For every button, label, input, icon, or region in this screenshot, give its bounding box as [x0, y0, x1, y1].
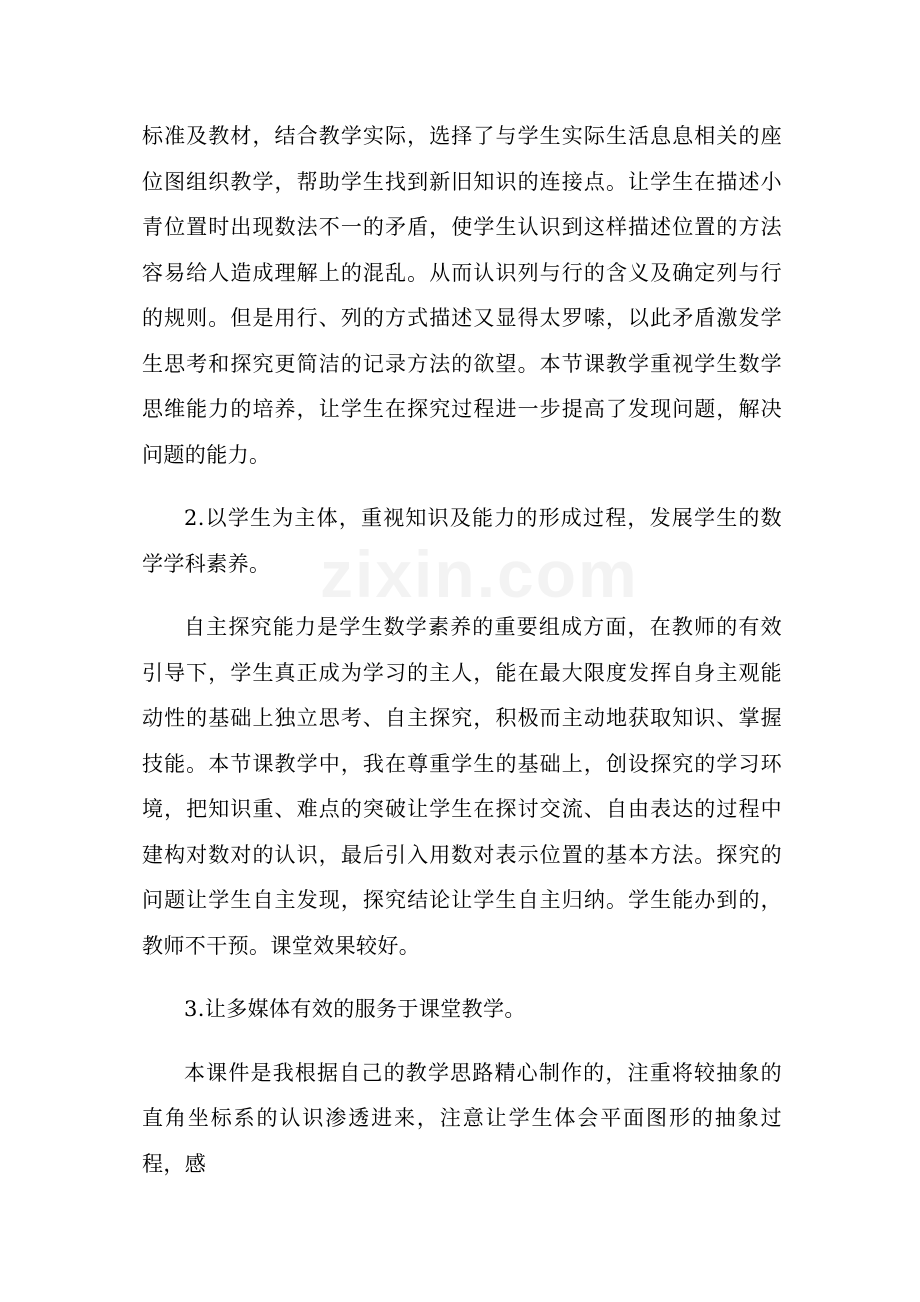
section-heading-3: 3.让多媒体有效的服务于课堂教学。: [184, 997, 526, 1021]
paragraph-gap: [142, 478, 782, 496]
paragraph-gap: [142, 1033, 782, 1051]
paragraph-self-exploration: 自主探究能力是学生数学素养的重要组成方面，在教师的有效引导下，学生真正成为学习的主人，能在最大限度发挥自身主观能动性的基础上独立思考、自主探究，积极而主动地获取知识、掌握技能。本节课教学中，我在尊重学生的基础上，创设探究的学习环境，把知识重、难点的突破让学生在探讨交流、自由表达的过程中建构对数对的认识，最后引入用数对表示位置的基本方法。探究的问题让学生自主发现，探究结论让学生自主归纳。学生能办到的，教师不干预。课堂效果较好。: [142, 615, 782, 958]
paragraph-gap: [142, 969, 782, 987]
document-body: [142, 114, 782, 1187]
paragraph-continuation: 标准及教材，结合教学实际，选择了与学生实际生活息息相关的座位图组织教学，帮助学生找到新旧知识的连接点。让学生在描述小青位置时出现数法不一的矛盾，使学生认识到这样描述位置的方法容易给人造成理解上的混乱。从而认识列与行的含义及确定列与行的规则。但是用行、列的方式描述又显得太罗嗦，以此矛盾激发学生思考和探究更简洁的记录方法的欲望。本节课教学重视学生数学思维能力的培养，让学生在探究过程进一步提高了发现问题，解决问题的能力。: [142, 124, 782, 467]
paragraph-gap: [142, 587, 782, 605]
section-heading-2: 2.以学生为主体，重视知识及能力的形成过程，发展学生的数学学科素养。: [142, 506, 782, 576]
paragraph-multimedia: 本课件是我根据自己的教学思路精心制作的，注重将较抽象的直角坐标系的认识渗透进来，注意让学生体会平面图形的抽象过程，感: [142, 1060, 782, 1176]
